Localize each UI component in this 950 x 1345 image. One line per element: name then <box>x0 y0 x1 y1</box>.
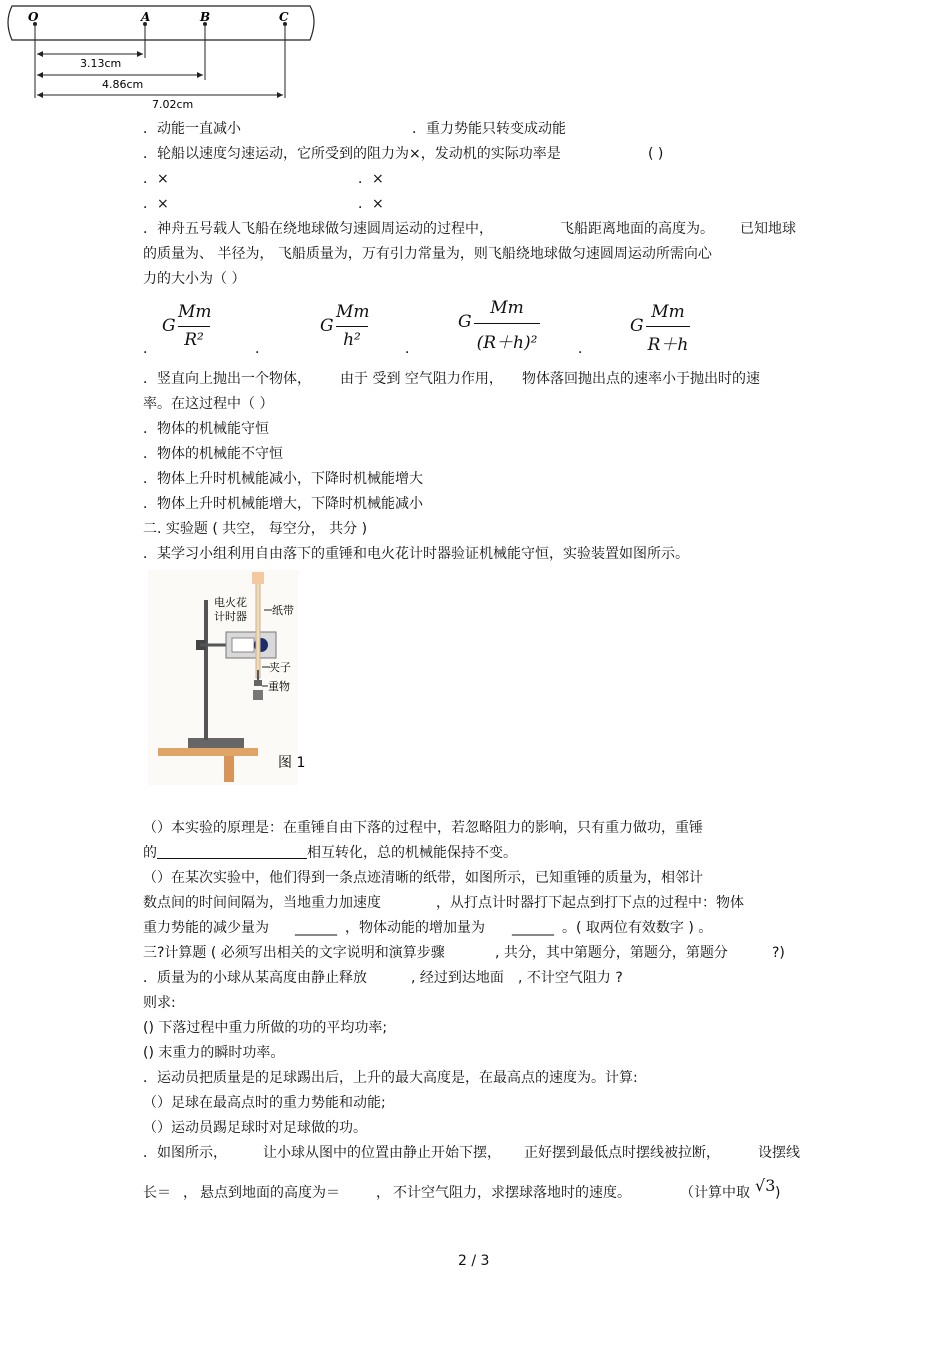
question-text: ．如图所示， <box>143 1145 227 1161</box>
figure-caption: 图 1 <box>278 755 306 771</box>
formula-g: G <box>630 316 644 336</box>
question-text: 的质量为、 半径为， 飞船质量为，万有引力常量为，则飞船绕地球做匀速圆周运动所需向心 <box>143 246 712 262</box>
option-text: ．物体上升时机械能减小，下降时机械能增大 <box>143 471 423 487</box>
question-text: 让小球从图中的位置由静止开始下摆， <box>263 1145 501 1161</box>
question-text: ， <box>376 1185 390 1201</box>
question-text: 不计空气阻力，求摆球落地时的速度。 <box>393 1185 631 1201</box>
answer-blank: ______ <box>295 920 337 936</box>
option-mark: ． <box>255 341 269 357</box>
option-mark: ． <box>405 341 419 357</box>
question-text: ．竖直向上抛出一个物体， <box>143 371 311 387</box>
apparatus-figure <box>148 570 306 785</box>
formula-numerator: Mm <box>651 302 685 322</box>
option-text: ．动能一直减小 <box>143 121 241 137</box>
question-text: 正好摆到最低点时摆线被拉断， <box>524 1145 720 1161</box>
question-text: （）足球在最高点时的重力势能和动能; <box>143 1095 386 1111</box>
option-mark: ． <box>143 341 157 357</box>
question-text: ．轮船以速度匀速运动，它所受到的阻力为×，发动机的实际功率是 <box>143 146 561 162</box>
section-heading: 三?计算题 ( 必须写出相关的文字说明和演算步骤 <box>143 945 445 961</box>
question-text: 的 相互转化，总的机械能保持不变。 <box>143 845 517 861</box>
option-a-formula <box>162 302 222 358</box>
dimension-label: 3.13cm <box>80 57 122 70</box>
option-text: ．物体的机械能不守恒 <box>143 446 283 462</box>
question-text: () 下落过程中重力所做的功的平均功率; <box>143 1020 388 1036</box>
question-text: （计算中取 <box>680 1185 750 1201</box>
figure-label: 计时器 <box>214 610 247 623</box>
formula-denominator: (R＋h)² <box>476 333 538 353</box>
question-text: ．某学习小组利用自由落下的重锤和电火花计时器验证机械能守恒，实验装置如图所示。 <box>143 546 689 562</box>
answer-blank: ______ <box>512 920 554 936</box>
question-text: ．质量为的小球从某高度由静止释放 <box>143 970 367 986</box>
option-text: ．× <box>143 171 169 187</box>
option-text: ．× <box>358 171 384 187</box>
formula-denominator: R² <box>184 330 204 350</box>
formula-numerator: Mm <box>336 302 370 322</box>
question-text: 悬点到地面的高度为＝ <box>200 1185 340 1201</box>
question-text: 长＝ <box>143 1185 171 1201</box>
question-text: 已知地球 <box>740 221 796 237</box>
sqrt-three: √3 <box>755 1176 776 1195</box>
formula-g: G <box>162 316 176 336</box>
figure-label: 重物 <box>268 680 290 693</box>
question-text: 则求: <box>143 995 176 1011</box>
answer-paren: ( ) <box>648 146 664 162</box>
question-text: 率。在这过程中（ ） <box>143 396 274 412</box>
point-label: C <box>279 10 289 24</box>
option-b-formula <box>320 302 380 358</box>
question-text: （）在某次实验中，他们得到一条点迹清晰的纸带，如图所示，已知重锤的质量为，相邻计 <box>143 870 703 886</box>
question-text: ， <box>183 1185 197 1201</box>
question-text: 重力势能的减少量为 <box>143 920 269 936</box>
formula-g: G <box>458 312 472 332</box>
question-text: （）本实验的原理是：在重锤自由下落的过程中，若忽略阻力的影响，只有重力做功，重锤 <box>143 820 703 836</box>
tape-diagram <box>0 0 330 115</box>
section-heading: , 共分，其中第题分，第题分，第题分 <box>495 945 728 961</box>
question-text: ，从打点计时器打下起点到打下点的过程中：物体 <box>436 895 744 911</box>
question-text: 力的大小为（ ） <box>143 271 246 287</box>
question-text: 。( 取两位有效数字 ) 。 <box>562 920 713 936</box>
option-text: ．重力势能只转变成动能 <box>412 121 566 137</box>
point-label: O <box>28 10 39 24</box>
figure-label: 纸带 <box>272 604 294 617</box>
dimension-label: 7.02cm <box>152 98 194 111</box>
point-label: B <box>200 10 211 24</box>
dimension-label: 4.86cm <box>102 78 144 91</box>
question-text: ．神舟五号载人飞船在绕地球做匀速圆周运动的过程中， <box>143 221 493 237</box>
section-heading: ?) <box>772 945 785 961</box>
question-text: ) <box>775 1185 781 1201</box>
question-text: , 不计空气阻力 ? <box>518 970 623 986</box>
question-text: 由于 受到 空气阻力作用， <box>340 371 503 387</box>
option-text: ．× <box>143 196 169 212</box>
point-label: A <box>141 10 151 24</box>
formula-denominator: R＋h <box>647 335 689 355</box>
option-text: ．物体的机械能守恒 <box>143 421 269 437</box>
option-d-formula <box>630 302 700 358</box>
question-text: ．运动员把质量是的足球踢出后，上升的最大高度是，在最高点的速度为。计算: <box>143 1070 638 1086</box>
question-text: 数点间的时间间隔为，当地重力加速度 <box>143 895 381 911</box>
formula-numerator: Mm <box>178 302 212 322</box>
option-mark: ． <box>578 341 592 357</box>
question-text: () 末重力的瞬时功率。 <box>143 1045 285 1061</box>
option-text: ．物体上升时机械能增大，下降时机械能减小 <box>143 496 423 512</box>
option-c-formula <box>458 298 548 358</box>
formula-g: G <box>320 316 334 336</box>
formula-numerator: Mm <box>490 298 524 318</box>
question-text: 设摆线 <box>758 1145 800 1161</box>
figure-label: 夹子 <box>269 661 291 674</box>
page-number: 2 / 3 <box>458 1253 490 1269</box>
question-text: （）运动员踢足球时对足球做的功。 <box>143 1120 367 1136</box>
section-heading: 二. 实验题 ( 共空， 每空分， 共分 ) <box>143 521 368 537</box>
figure-label: 电火花 <box>214 596 247 609</box>
question-text: 飞船距离地面的高度为。 <box>560 221 714 237</box>
question-text: 物体落回抛出点的速率小于抛出时的速 <box>522 371 760 387</box>
option-text: ．× <box>358 196 384 212</box>
formula-denominator: h² <box>343 330 361 350</box>
question-text: ，物体动能的增加量为 <box>345 920 485 936</box>
question-text: , 经过到达地面 <box>411 970 504 986</box>
